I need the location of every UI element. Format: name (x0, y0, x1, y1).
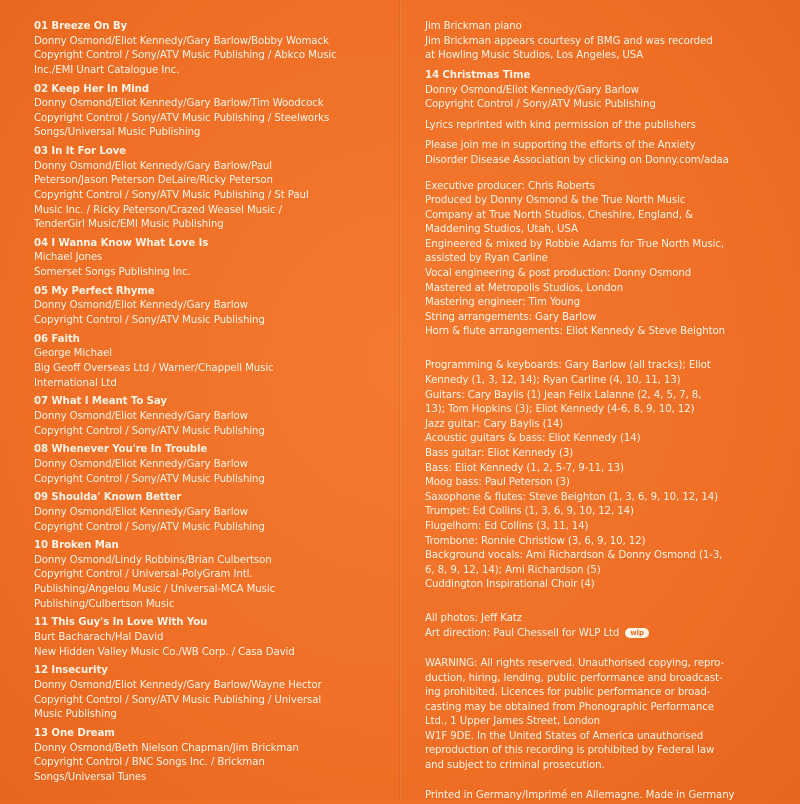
credit-line: Publishing/Angelou Music / Universal-MCA Music (34, 584, 276, 596)
credit-line: TenderGirl Music/EMI Music Publishing (34, 219, 224, 231)
credit-line: Moog bass: Paul Peterson (3) (425, 477, 570, 489)
credit-line: duction, hiring, lending, public performance and broadcast- (425, 672, 723, 684)
production-credits (425, 180, 775, 341)
credit-line: Songs/Universal Music Publishing (34, 127, 201, 139)
credit-line: Maddening Studios, Utah, USA (425, 224, 578, 236)
credit-line: Programming & keyboards: Gary Barlow (all tracks); Eliot (425, 360, 711, 372)
credit-line: Flugelhorn: Ed Collins (3, 11, 14) (425, 520, 589, 532)
credit-line: Engineered & mixed by Robbie Adams for True North Music, (425, 238, 725, 250)
credit-line: Jazz guitar: Cary Baylis (14) (425, 418, 564, 430)
credit-line: Donny Osmond/Eliot Kennedy/Gary Barlow/Wayne Hector (34, 680, 322, 691)
credit-line: Donny Osmond/Eliot Kennedy/Gary Barlow/Paul (34, 160, 272, 172)
credit-line: Copyright Control / Sony/ATV Music Publishing (34, 473, 265, 485)
credit-line: Burt Bacharach/Hal David (34, 632, 164, 644)
art-direction-credit: Art direction: Paul Chessell for WLP Ltd wlp (425, 627, 775, 642)
credit-line: Copyright Control / Sony/ATV Music Publishing / Universal (34, 694, 322, 706)
credit-line: New Hidden Valley Music Co./WB Corp. / Casa David (34, 646, 295, 658)
track-entry (34, 395, 386, 439)
track-credits-column (34, 20, 386, 790)
credit-line: Inc./EMI Unart Catalogue Inc. (34, 64, 180, 76)
credit-line: Music Inc. / Ricky Peterson/Crazed Weasel Music / (34, 204, 282, 216)
credit-line: Copyright Control / Sony/ATV Music Publishing (425, 99, 656, 111)
credit-line: Donny Osmond/Eliot Kennedy/Gary Barlow (34, 300, 248, 312)
photo-art-credits (425, 612, 775, 641)
musician-credits (425, 359, 775, 593)
track-title: 09 Shoulda' Known Better (34, 492, 182, 504)
track-title: 12 Insecurity (34, 665, 108, 677)
credit-line: Acoustic guitars & bass: Eliot Kennedy (14) (425, 433, 641, 445)
credit-line: Jim Brickman piano (425, 21, 522, 32)
track-list (34, 20, 386, 785)
track-entry (34, 664, 386, 722)
credit-line: Jim Brickman appears courtesy of BMG and was recorded (425, 35, 713, 47)
credit-line: Donny Osmond/Lindy Robbins/Brian Culbertson (34, 554, 272, 566)
credit-line: Kennedy (1, 3, 12, 14); Ryan Carline (4, 10, 11, 13) (425, 375, 681, 387)
credit-line: International Ltd (34, 377, 117, 389)
credit-line: Copyright Control / Sony/ATV Music Publishing (34, 425, 265, 437)
credit-line: Vocal engineering & post production: Donny Osmond (425, 268, 692, 280)
credit-line: Bass: Eliot Kennedy (1, 2, 5-7, 9-11, 13) (425, 462, 624, 474)
track-title: 02 Keep Her In Mind (34, 83, 149, 95)
credit-line: Donny Osmond/Eliot Kennedy/Gary Barlow (34, 410, 248, 422)
track-title: 14 Christmas Time (425, 70, 531, 82)
track-title: 11 This Guy's In Love With You (34, 617, 208, 629)
credit-line: Saxophone & flutes: Steve Beighton (1, 3, 6, 9, 10, 12, 14) (425, 491, 718, 503)
track-entry (34, 727, 386, 785)
credit-line: casting may be obtained from Phonographic Performance (425, 701, 714, 713)
track-entry (34, 539, 386, 612)
credit-line: Copyright Control / Sony/ATV Music Publishing / St Paul (34, 189, 309, 201)
credit-line: assisted by Ryan Carline (425, 253, 548, 265)
track-title: 08 Whenever You're In Trouble (34, 444, 208, 456)
credit-line: Mastered at Metropolis Studios, London (425, 282, 623, 294)
credit-line: Executive producer: Chris Roberts (425, 180, 595, 192)
track-entry (34, 616, 386, 660)
credit-line: Copyright Control / Universal-PolyGram Intl. (34, 569, 253, 581)
credit-line: George Michael (34, 348, 112, 360)
track-entry (425, 69, 775, 113)
track13-continued (425, 20, 775, 64)
credit-line: reproduction of this recording is prohibited by Federal law (425, 745, 715, 757)
credit-line: Music Publishing (34, 709, 117, 721)
photos-credit: All photos: Jeff Katz (425, 613, 522, 625)
credit-line: Mastering engineer: Tim Young (425, 297, 580, 309)
credit-line: Copyright Control / Sony/ATV Music Publishing / Steelworks (34, 112, 330, 124)
credit-line: ing prohibited. Licences for public performance or broad- (425, 687, 711, 699)
credit-line: Peterson/Jason Peterson DeLaire/Ricky Peterson (34, 175, 273, 187)
credit-line: Background vocals: Ami Richardson & Donny Osmond (1-3, (425, 550, 723, 562)
track-entry (34, 83, 386, 141)
credit-line: Disorder Disease Association by clicking on Donny.com/adaa (425, 154, 729, 166)
copyright-warning (425, 657, 775, 774)
credit-line: Donny Osmond/Eliot Kennedy/Gary Barlow (425, 84, 639, 96)
credit-line: Copyright Control / Sony/ATV Music Publishing (34, 315, 265, 327)
track-entry (34, 145, 386, 233)
adaa-note (425, 139, 775, 168)
track-entry (34, 237, 386, 281)
booklet-fold (399, 0, 401, 800)
track-title: 06 Faith (34, 333, 80, 345)
credit-line: 13); Tom Hopkins (3); Eliot Kennedy (4-6, 8, 9, 10, 12) (425, 404, 695, 416)
credit-line: Donny Osmond/Eliot Kennedy/Gary Barlow/Bobby Womack (34, 35, 329, 47)
credit-line: WARNING: All rights reserved. Unauthorised copying, repro- (425, 657, 725, 669)
track-entry (34, 491, 386, 535)
credit-line: Cuddington Inspirational Choir (4) (425, 579, 595, 591)
track-entry (34, 285, 386, 329)
credit-line: Copyright Control / Sony/ATV Music Publishing / Abkco Music (34, 50, 337, 62)
credit-line: W1F 9DE. In the United States of America unauthorised (425, 730, 704, 742)
credit-line: at Howling Music Studios, Los Angeles, USA (425, 50, 644, 62)
credit-line: Bass guitar: Eliot Kennedy (3) (425, 448, 574, 459)
credit-line: Please join me in supporting the efforts of the Anxiety (425, 139, 696, 151)
track-entry (34, 20, 386, 78)
track-title: 07 What I Meant To Say (34, 396, 167, 408)
credit-line: Copyright Control / BNC Songs Inc. / Brickman (34, 757, 265, 769)
track-entry (34, 333, 386, 391)
credit-line: 6, 8, 9, 12, 14); Ami Richardson (5) (425, 564, 601, 576)
track-title: 03 In It For Love (34, 146, 126, 158)
credit-line: Trombone: Ronnie Christlow (3, 6, 9, 10, 12) (425, 535, 646, 547)
credit-line: and subject to criminal prosecution. (425, 760, 605, 772)
credit-line: Copyright Control / Sony/ATV Music Publishing (34, 521, 265, 533)
wlp-logo: wlp (625, 628, 649, 638)
track-title: 05 My Perfect Rhyme (34, 285, 155, 297)
credit-line: Trumpet: Ed Collins (1, 3, 6, 9, 10, 12, 14) (425, 506, 634, 518)
credit-line: Publishing/Culbertson Music (34, 598, 175, 610)
credit-line: Guitars: Cary Baylis (1) Jean Felix Lalanne (2, 4, 5, 7, 8, (425, 389, 702, 401)
credit-line: Horn & flute arrangements: Eliot Kennedy & Steve Beighton (425, 326, 726, 338)
credit-line: Big Geoff Overseas Ltd / Warner/Chappell Music (34, 363, 274, 374)
production-credits-column (425, 20, 775, 804)
credit-line: Produced by Donny Osmond & the True North Music (425, 195, 686, 207)
credit-line: Donny Osmond/Eliot Kennedy/Gary Barlow (34, 506, 248, 518)
credit-line: Ltd., 1 Upper James Street, London (425, 716, 601, 728)
credit-line: String arrangements: Gary Barlow (425, 311, 597, 323)
credit-line: Donny Osmond/Eliot Kennedy/Gary Barlow (34, 458, 248, 470)
track-title: 01 Breeze On By (34, 21, 128, 32)
track-title: 13 One Dream (34, 727, 115, 739)
track-entry (34, 443, 386, 487)
credit-line: Donny Osmond/Eliot Kennedy/Gary Barlow/Tim Woodcock (34, 98, 324, 110)
credit-line: Company at True North Studios, Cheshire, England, & (425, 209, 693, 221)
credit-line: Somerset Songs Publishing Inc. (34, 267, 191, 279)
credit-line: Michael Jones (34, 252, 103, 264)
track-title: 04 I Wanna Know What Love Is (34, 237, 209, 249)
printed-in-note: Printed in Germany/Imprimé en Allemagne. Made in Germany (425, 790, 735, 802)
credit-line: Donny Osmond/Beth Nielson Chapman/Jim Brickman (34, 742, 299, 754)
lyrics-note: Lyrics reprinted with kind permission of the publishers (425, 119, 696, 131)
track-title: 10 Broken Man (34, 540, 119, 552)
credit-line: Songs/Universal Tunes (34, 771, 147, 783)
